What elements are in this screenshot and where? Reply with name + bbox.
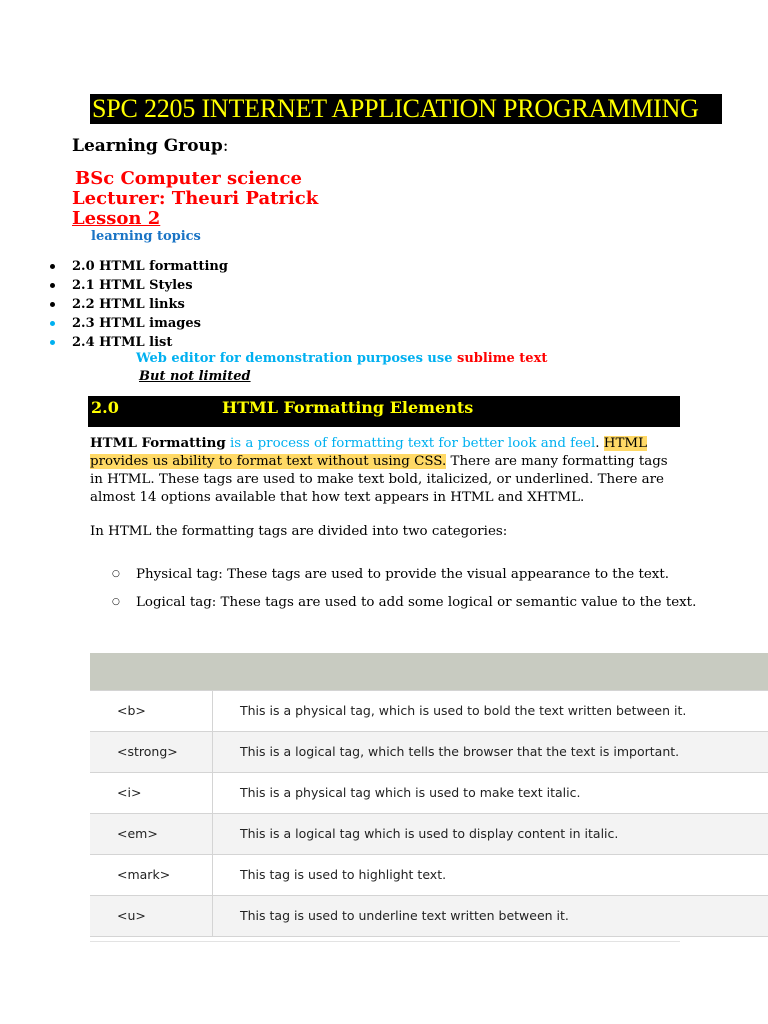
list-item bbox=[50, 276, 228, 295]
not-limited-note: But not limited bbox=[139, 369, 251, 384]
circle-bullet-icon: ○ bbox=[112, 569, 120, 579]
tag-cell: <u> bbox=[90, 896, 213, 936]
bullet-icon bbox=[50, 264, 55, 269]
lecturer-name: Lecturer: Theuri Patrick bbox=[72, 188, 319, 209]
topic-label: 2.4 HTML list bbox=[72, 335, 173, 350]
editor-note bbox=[136, 351, 547, 366]
description-cell: This tag is used to highlight text. bbox=[240, 867, 447, 882]
table-row bbox=[90, 773, 768, 814]
tag-cell: <em> bbox=[90, 814, 213, 854]
term-definition: is a process of formatting text for better look and feel bbox=[225, 436, 596, 451]
topic-label: 2.2 HTML links bbox=[72, 297, 185, 312]
category-item bbox=[112, 567, 669, 582]
table-row bbox=[90, 855, 768, 896]
learning-group-colon: : bbox=[222, 136, 229, 156]
topic-label: 2.3 HTML images bbox=[72, 316, 201, 331]
topics-list bbox=[50, 257, 228, 352]
bullet-icon bbox=[50, 321, 55, 326]
learning-group-label: Learning Group bbox=[72, 136, 223, 156]
course-title: SPC 2205 INTERNET APPLICATION PROGRAMMING bbox=[90, 94, 722, 124]
category-text: Logical tag: These tags are used to add some logical or semantic value to the text. bbox=[136, 595, 697, 610]
category-text: Physical tag: These tags are used to provide the visual appearance to the text. bbox=[136, 567, 669, 582]
term-bold: HTML Formatting bbox=[90, 435, 226, 451]
list-item bbox=[50, 257, 228, 276]
list-item bbox=[50, 295, 228, 314]
program-name: BSc Computer science bbox=[75, 168, 302, 189]
table-row bbox=[90, 896, 768, 937]
description-cell: This is a logical tag, which tells the browser that the text is important. bbox=[240, 744, 680, 759]
bullet-icon bbox=[50, 340, 55, 345]
tag-cell: <strong> bbox=[90, 732, 213, 772]
section-title: HTML Formatting Elements bbox=[222, 398, 474, 417]
circle-bullet-icon: ○ bbox=[112, 597, 120, 607]
table-row bbox=[90, 690, 768, 732]
highlighted-text: HTML provides us ability to format text without using CSS. bbox=[90, 436, 647, 469]
description-cell: This is a physical tag which is used to make text italic. bbox=[240, 785, 581, 800]
topics-label: learning topics bbox=[91, 229, 201, 244]
editor-tool-name: sublime text bbox=[457, 351, 548, 366]
formatting-tags-table bbox=[90, 653, 768, 937]
description-cell: This tag is used to underline text written between it. bbox=[240, 908, 569, 923]
learning-group-heading bbox=[72, 136, 229, 156]
editor-note-text: Web editor for demonstration purposes use bbox=[136, 351, 457, 366]
description-cell: This is a logical tag which is used to display content in italic. bbox=[240, 826, 619, 841]
divider bbox=[90, 941, 680, 942]
topic-label: 2.1 HTML Styles bbox=[72, 278, 193, 293]
section-number: 2.0 bbox=[91, 398, 119, 417]
lesson-heading: Lesson 2 bbox=[72, 208, 161, 229]
bullet-icon bbox=[50, 302, 55, 307]
paragraph-rest: There are many formatting tags in HTML. These tags are used to make text bold, italicized, or underlined. There are almost 14 options available that how text appears in HTML and XHTML. bbox=[90, 454, 668, 505]
tag-cell: <i> bbox=[90, 773, 213, 813]
category-item bbox=[112, 595, 696, 610]
topic-label: 2.0 HTML formatting bbox=[72, 259, 228, 274]
table-header bbox=[90, 653, 768, 690]
list-item bbox=[50, 314, 228, 333]
description-cell: This is a physical tag, which is used to bold the text written between it. bbox=[240, 703, 687, 718]
bullet-icon bbox=[50, 283, 55, 288]
period: . bbox=[595, 436, 604, 451]
tag-cell: <b> bbox=[90, 691, 213, 731]
section-heading-bar bbox=[88, 396, 680, 427]
formatting-paragraph bbox=[90, 434, 680, 507]
list-item bbox=[50, 333, 228, 352]
table-row bbox=[90, 732, 768, 773]
table-row bbox=[90, 814, 768, 855]
categories-intro: In HTML the formatting tags are divided into two categories: bbox=[90, 524, 508, 539]
tag-cell: <mark> bbox=[90, 855, 213, 895]
